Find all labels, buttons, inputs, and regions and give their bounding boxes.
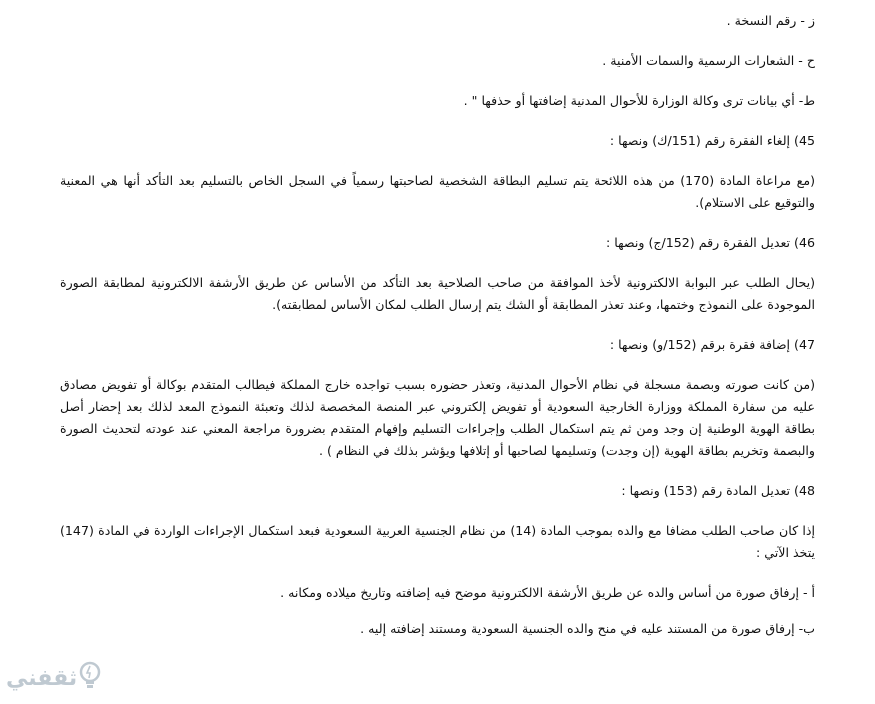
clause-h: ح - الشعارات الرسمية والسمات الأمنية . bbox=[602, 53, 815, 68]
item-48-text: إذا كان صاحب الطلب مضافا مع والده بموجب المادة (14) من نظام الجنسية العربية السعودية فبعد استكمال الإجراءات الواردة في المادة (147) يتخذ الآتي : bbox=[60, 523, 815, 560]
item-47-text: (من كانت صورته وبصمة مسجلة في نظام الأحوال المدنية، وتعذر حضوره بسبب تواجده خارج المملكة فيطالب المتقدم بوكالة أو تفويض مصادق عليه من سفارة المملكة ووزارة الخارجية السعودية أو تفويض إلكتروني عبر المنصة المخصصة لذلك وتعبئة النموذج المعد لذلك بعد إحضار أصل بطاقة الهوية الوطنية إن وجد ومن ثم يتم استكمال الطلب وإجراءات التسليم وإفهام المتقدم بضرورة مراجعة المعني عند عودته لتحديث الصورة والبصمة وتخريم بطاقة الهوية (إن وجدت) وتسليمها لصاحبها أو إتلافها ويؤشر بذلك في النظام ) . bbox=[60, 377, 815, 458]
item-48-clause-b: ب- إرفاق صورة من المستند عليه في منح والده الجنسية السعودية ومستند إضافته إليه . bbox=[360, 621, 815, 636]
item-48-clause-a: أ - إرفاق صورة من أساس والده عن طريق الأرشفة الالكترونية موضح فيه إضافته وتاريخ ميلاده ومكانه . bbox=[280, 585, 815, 600]
item-47-heading: 47) إضافة فقرة برقم (152/و) ونصها : bbox=[609, 337, 815, 352]
watermark-logo bbox=[6, 658, 98, 698]
item-46-heading: 46) تعديل الفقرة رقم (152/ج) ونصها : bbox=[606, 235, 815, 250]
clause-z: ز - رقم النسخة . bbox=[726, 13, 815, 28]
clause-t: ط- أي بيانات ترى وكالة الوزارة للأحوال المدنية إضافتها أو حذفها " . bbox=[463, 93, 815, 108]
watermark-text: ثقفني bbox=[6, 665, 78, 691]
lightbulb-icon bbox=[79, 661, 101, 695]
item-46-text: (يحال الطلب عبر البوابة الالكترونية لأخذ الموافقة من صاحب الصلاحية بعد التأكد من الأساس عن طريق الأرشفة الالكترونية لمطابقة الصورة الموجودة على النموذج وختمها، وعند تعذر المطابقة أو الشك يتم إرسال الطلب لمكان الأساس لمطابقته). bbox=[60, 275, 815, 312]
item-45-heading: 45) إلغاء الفقرة رقم (151/ك) ونصها : bbox=[609, 133, 815, 148]
item-45-text: (مع مراعاة المادة (170) من هذه اللائحة يتم تسليم البطاقة الشخصية لصاحبتها رسمياً في السجل الخاص بالتسليم بعد التأكد أنها هي المعنية والتوقيع على الاستلام). bbox=[60, 173, 815, 210]
item-48-heading: 48) تعديل المادة رقم (153) ونصها : bbox=[621, 483, 815, 498]
